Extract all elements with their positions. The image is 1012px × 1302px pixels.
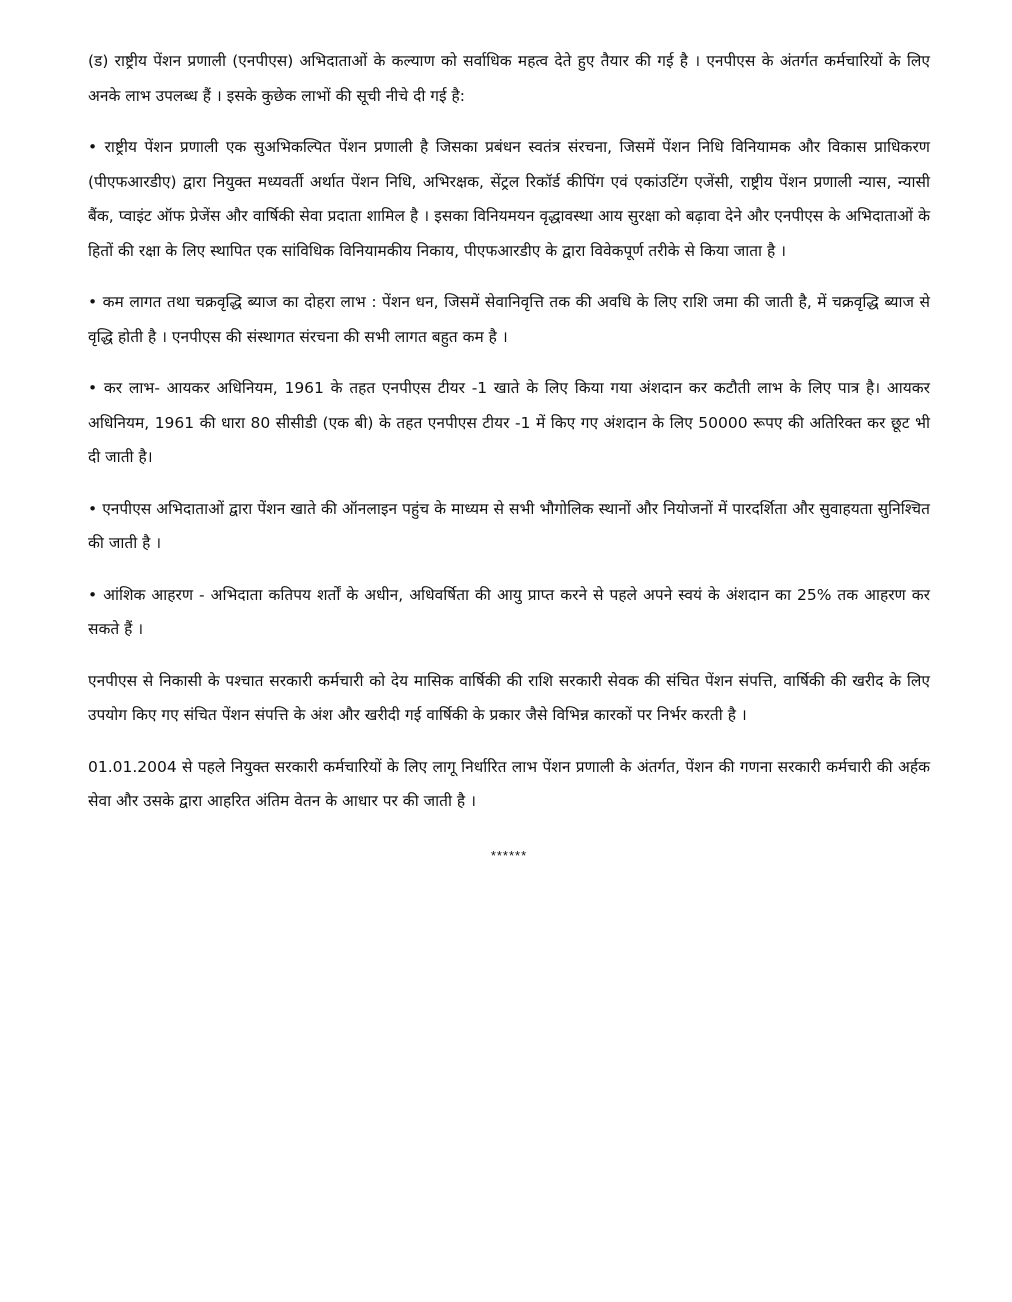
paragraph-annuity-amount: एनपीएस से निकासी के पश्चात सरकारी कर्मचारी को देय मासिक वार्षिकी की राशि सरकारी सेवक की संचित पेंशन संपत्ति, वार्षिकी की खरीद के लिए उपयोग किए गए संचित पेंशन संपत्ति के अंश और खरीदी गई वार्षिकी के प्रकार जैसे विभिन्न कारकों पर निर्भर करती है । <box>88 671 930 724</box>
end-separator: ****** <box>490 847 528 863</box>
paragraph-nps-structure: • राष्ट्रीय पेंशन प्रणाली एक सुअभिकल्पित पेंशन प्रणाली है जिसका प्रबंधन स्वतंत्र संरचना, जिसमें पेंशन निधि विनियामक और विकास प्राधिकरण (पीएफआरडीए) द्वारा नियुक्त मध्यवर्ती अर्थात पेंशन निधि, अभिरक्षक, सेंट्रल रिकॉर्ड कीपिंग एवं एकांउटिंग एजेंसी, राष्ट्रीय पेंशन प्रणाली न्यास, न्यासी बैंक, प्वाइंट ऑफ प्रेजेंस और वार्षिकी सेवा प्रदाता शामिल है । इसका विनियमयन वृद्धावस्था आय सुरक्षा को बढ़ावा देने और एनपीएस के अभिदाताओं के हितों की रक्षा के लिए स्थापित एक सांविधिक विनियामकीय निकाय, पीएफआरडीए के द्वारा विवेकपूर्ण तरीके से किया जाता है । <box>88 138 930 260</box>
paragraph-tax-benefit: • कर लाभ- आयकर अधिनियम, 1961 के तहत एनपीएस टीयर -1 खाते के लिए किया गया अंशदान कर कटौती लाभ के लिए पात्र है। आयकर अधिनियम, 1961 की धारा 80 सीसीडी (एक बी) के तहत एनपीएस टीयर -1 में किए गए अंशदान के लिए 50000 रूपए की अतिरिक्त कर छूट भी दी जाती है। <box>88 379 930 466</box>
paragraph-partial-withdrawal: • आंशिक आहरण - अभिदाता कतिपय शर्तों के अधीन, अधिवर्षिता की आयु प्राप्त करने से पहले अपने स्वयं के अंशदान का 25% तक आहरण कर सकते हैं । <box>88 585 930 638</box>
document-page <box>88 44 930 865</box>
paragraph-nps-intro: (ड) राष्ट्रीय पेंशन प्रणाली (एनपीएस) अभिदाताओं के कल्याण को सर्वाधिक महत्व देते हुए तैयार की गई है । एनपीएस के अंतर्गत कर्मचारियों के लिए अनके लाभ उपलब्ध हैं । इसके कुछेक लाभों की सूची नीचे दी गई है: <box>88 52 930 105</box>
paragraph-online-access: • एनपीएस अभिदाताओं द्वारा पेंशन खाते की ऑनलाइन पहुंच के माध्यम से सभी भौगोलिक स्थानों और नियोजनों में पारदर्शिता और सुवाहयता सुनिश्चित की जाती है । <box>88 499 930 552</box>
paragraph-compound-interest-benefit: • कम लागत तथा चक्रवृद्धि ब्याज का दोहरा लाभ : पेंशन धन, जिसमें सेवानिवृत्ति तक की अवधि के लिए राशि जमा की जाती है, में चक्रवृद्धि ब्याज से वृद्धि होती है । एनपीएस की संस्थागत संरचना की सभी लागत बहुत कम है । <box>88 293 930 346</box>
paragraph-defined-benefit: 01.01.2004 से पहले नियुक्त सरकारी कर्मचारियों के लिए लागू निर्धारित लाभ पेंशन प्रणाली के अंतर्गत, पेंशन की गणना सरकारी कर्मचारी की अर्हक सेवा और उसके द्वारा आहरित अंतिम वेतन के आधार पर की जाती है । <box>88 757 930 810</box>
